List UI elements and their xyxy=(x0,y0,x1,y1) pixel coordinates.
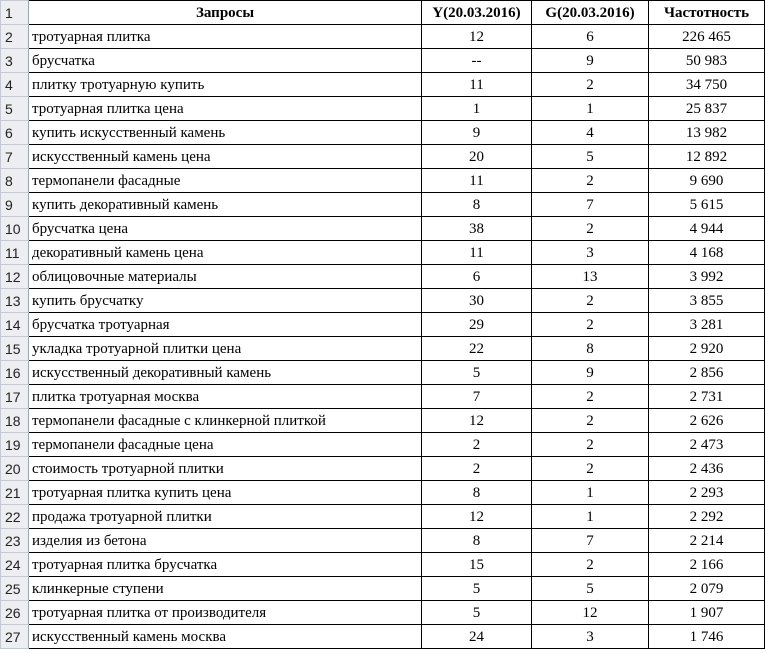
cell-query[interactable]: облицовочные материалы xyxy=(29,265,422,289)
cell-frequency[interactable]: 34 750 xyxy=(649,73,765,97)
row-number[interactable]: 23 xyxy=(1,529,29,553)
cell-g-position[interactable]: 2 xyxy=(532,553,649,577)
table-row xyxy=(1,601,765,625)
row-number[interactable]: 14 xyxy=(1,313,29,337)
table-row xyxy=(1,97,765,121)
cell-frequency[interactable]: 2 626 xyxy=(649,409,765,433)
cell-query[interactable]: укладка тротуарной плитки цена xyxy=(29,337,422,361)
table-row xyxy=(1,265,765,289)
cell-g-position[interactable]: 3 xyxy=(532,625,649,649)
cell-query[interactable]: тротуарная плитка от производителя xyxy=(29,601,422,625)
table-row xyxy=(1,25,765,49)
cell-query[interactable]: купить брусчатку xyxy=(29,289,422,313)
table-row xyxy=(1,289,765,313)
cell-y-position[interactable]: 1 xyxy=(422,97,532,121)
cell-y-position[interactable]: 8 xyxy=(422,481,532,505)
cell-g-position[interactable]: 9 xyxy=(532,361,649,385)
row-number[interactable]: 7 xyxy=(1,145,29,169)
cell-y-position[interactable]: 11 xyxy=(422,73,532,97)
cell-frequency[interactable]: 226 465 xyxy=(649,25,765,49)
cell-frequency[interactable]: 2 920 xyxy=(649,337,765,361)
row-number[interactable]: 8 xyxy=(1,169,29,193)
cell-g-position[interactable]: 4 xyxy=(532,121,649,145)
cell-y-position[interactable]: 6 xyxy=(422,265,532,289)
cell-g-position[interactable]: 2 xyxy=(532,385,649,409)
cell-query[interactable]: тротуарная плитка брусчатка xyxy=(29,553,422,577)
table-row xyxy=(1,625,765,649)
cell-frequency[interactable]: 9 690 xyxy=(649,169,765,193)
row-number[interactable]: 21 xyxy=(1,481,29,505)
cell-frequency[interactable]: 1 746 xyxy=(649,625,765,649)
cell-y-position[interactable]: 22 xyxy=(422,337,532,361)
cell-query[interactable]: клинкерные ступени xyxy=(29,577,422,601)
table-row xyxy=(1,49,765,73)
cell-y-position[interactable]: 8 xyxy=(422,529,532,553)
cell-frequency[interactable]: 3 281 xyxy=(649,313,765,337)
cell-g-position[interactable]: 2 xyxy=(532,169,649,193)
row-number[interactable]: 27 xyxy=(1,625,29,649)
cell-frequency[interactable]: 4 168 xyxy=(649,241,765,265)
table-row xyxy=(1,241,765,265)
header-g-position[interactable]: G(20.03.2016) xyxy=(532,1,649,25)
cell-query[interactable]: термопанели фасадные цена xyxy=(29,433,422,457)
cell-frequency[interactable]: 1 907 xyxy=(649,601,765,625)
cell-query[interactable]: плитку тротуарную купить xyxy=(29,73,422,97)
table-row xyxy=(1,217,765,241)
cell-g-position[interactable]: 5 xyxy=(532,577,649,601)
cell-query[interactable]: купить декоративный камень xyxy=(29,193,422,217)
cell-frequency[interactable]: 2 166 xyxy=(649,553,765,577)
cell-frequency[interactable]: 2 473 xyxy=(649,433,765,457)
row-number[interactable]: 19 xyxy=(1,433,29,457)
cell-g-position[interactable]: 1 xyxy=(532,97,649,121)
cell-frequency[interactable]: 2 436 xyxy=(649,457,765,481)
table-row xyxy=(1,481,765,505)
table-row xyxy=(1,457,765,481)
row-number[interactable]: 26 xyxy=(1,601,29,625)
row-number[interactable]: 22 xyxy=(1,505,29,529)
table-row xyxy=(1,313,765,337)
cell-g-position[interactable]: 2 xyxy=(532,217,649,241)
cell-g-position[interactable]: 1 xyxy=(532,505,649,529)
table-row xyxy=(1,385,765,409)
header-y-position[interactable]: Y(20.03.2016) xyxy=(422,1,532,25)
cell-query[interactable]: термопанели фасадные с клинкерной плиткой xyxy=(29,409,422,433)
cell-query[interactable]: изделия из бетона xyxy=(29,529,422,553)
table-row xyxy=(1,529,765,553)
row-number[interactable]: 20 xyxy=(1,457,29,481)
header-frequency[interactable]: Частотность xyxy=(649,1,765,25)
cell-g-position[interactable]: 2 xyxy=(532,73,649,97)
cell-query[interactable]: брусчатка xyxy=(29,49,422,73)
cell-y-position[interactable]: 5 xyxy=(422,601,532,625)
cell-y-position[interactable]: 15 xyxy=(422,553,532,577)
cell-y-position[interactable]: 12 xyxy=(422,409,532,433)
row-number[interactable]: 4 xyxy=(1,73,29,97)
table-row xyxy=(1,169,765,193)
cell-g-position[interactable]: 2 xyxy=(532,457,649,481)
table-row xyxy=(1,337,765,361)
table-row xyxy=(1,193,765,217)
cell-y-position[interactable]: 11 xyxy=(422,169,532,193)
table-row xyxy=(1,433,765,457)
table-row xyxy=(1,145,765,169)
row-number[interactable]: 13 xyxy=(1,289,29,313)
cell-y-position[interactable]: 5 xyxy=(422,361,532,385)
cell-frequency[interactable]: 2 856 xyxy=(649,361,765,385)
cell-g-position[interactable]: 8 xyxy=(532,337,649,361)
cell-y-position[interactable]: 12 xyxy=(422,505,532,529)
row-number[interactable]: 2 xyxy=(1,25,29,49)
cell-frequency[interactable]: 5 615 xyxy=(649,193,765,217)
cell-query[interactable]: продажа тротуарной плитки xyxy=(29,505,422,529)
cell-g-position[interactable]: 12 xyxy=(532,601,649,625)
cell-frequency[interactable]: 2 293 xyxy=(649,481,765,505)
row-number[interactable]: 15 xyxy=(1,337,29,361)
cell-frequency[interactable]: 13 982 xyxy=(649,121,765,145)
table-row xyxy=(1,409,765,433)
row-number[interactable]: 5 xyxy=(1,97,29,121)
cell-y-position[interactable]: 5 xyxy=(422,577,532,601)
cell-query[interactable]: искусственный камень цена xyxy=(29,145,422,169)
cell-y-position[interactable]: 2 xyxy=(422,433,532,457)
table-row xyxy=(1,121,765,145)
cell-frequency[interactable]: 25 837 xyxy=(649,97,765,121)
cell-y-position[interactable]: 12 xyxy=(422,25,532,49)
cell-y-position[interactable]: 2 xyxy=(422,457,532,481)
cell-query[interactable]: тротуарная плитка xyxy=(29,25,422,49)
cell-g-position[interactable]: 2 xyxy=(532,313,649,337)
table-row xyxy=(1,73,765,97)
cell-query[interactable]: термопанели фасадные xyxy=(29,169,422,193)
cell-y-position[interactable]: -- xyxy=(422,49,532,73)
cell-g-position[interactable]: 7 xyxy=(532,529,649,553)
row-number[interactable]: 17 xyxy=(1,385,29,409)
row-number[interactable]: 10 xyxy=(1,217,29,241)
row-number[interactable]: 6 xyxy=(1,121,29,145)
cell-query[interactable]: стоимость тротуарной плитки xyxy=(29,457,422,481)
cell-g-position[interactable]: 2 xyxy=(532,409,649,433)
cell-g-position[interactable]: 13 xyxy=(532,265,649,289)
cell-y-position[interactable]: 29 xyxy=(422,313,532,337)
table-row xyxy=(1,361,765,385)
cell-y-position[interactable]: 9 xyxy=(422,121,532,145)
cell-g-position[interactable]: 6 xyxy=(532,25,649,49)
row-number-header[interactable]: 1 xyxy=(1,1,29,25)
cell-g-position[interactable]: 2 xyxy=(532,433,649,457)
cell-query[interactable]: купить искусственный камень xyxy=(29,121,422,145)
cell-g-position[interactable]: 9 xyxy=(532,49,649,73)
row-number[interactable]: 9 xyxy=(1,193,29,217)
cell-query[interactable]: брусчатка цена xyxy=(29,217,422,241)
header-row xyxy=(1,1,765,25)
cell-y-position[interactable]: 8 xyxy=(422,193,532,217)
cell-frequency[interactable]: 12 892 xyxy=(649,145,765,169)
row-number[interactable]: 24 xyxy=(1,553,29,577)
cell-query[interactable]: брусчатка тротуарная xyxy=(29,313,422,337)
cell-frequency[interactable]: 4 944 xyxy=(649,217,765,241)
cell-query[interactable]: тротуарная плитка цена xyxy=(29,97,422,121)
spreadsheet-body xyxy=(1,1,765,649)
cell-g-position[interactable]: 2 xyxy=(532,289,649,313)
row-number[interactable]: 12 xyxy=(1,265,29,289)
cell-frequency[interactable]: 2 731 xyxy=(649,385,765,409)
table-row xyxy=(1,577,765,601)
cell-query[interactable]: декоративный камень цена xyxy=(29,241,422,265)
cell-query[interactable]: искусственный камень москва xyxy=(29,625,422,649)
cell-y-position[interactable]: 7 xyxy=(422,385,532,409)
cell-g-position[interactable]: 3 xyxy=(532,241,649,265)
row-number[interactable]: 25 xyxy=(1,577,29,601)
row-number[interactable]: 16 xyxy=(1,361,29,385)
cell-g-position[interactable]: 7 xyxy=(532,193,649,217)
cell-y-position[interactable]: 11 xyxy=(422,241,532,265)
cell-query[interactable]: плитка тротуарная москва xyxy=(29,385,422,409)
cell-frequency[interactable]: 2 214 xyxy=(649,529,765,553)
table-row xyxy=(1,553,765,577)
cell-y-position[interactable]: 30 xyxy=(422,289,532,313)
table-row xyxy=(1,505,765,529)
row-number[interactable]: 18 xyxy=(1,409,29,433)
header-query[interactable]: Запросы xyxy=(29,1,422,25)
cell-y-position[interactable]: 38 xyxy=(422,217,532,241)
cell-frequency[interactable]: 50 983 xyxy=(649,49,765,73)
cell-frequency[interactable]: 2 079 xyxy=(649,577,765,601)
cell-frequency[interactable]: 3 992 xyxy=(649,265,765,289)
cell-query[interactable]: тротуарная плитка купить цена xyxy=(29,481,422,505)
row-number[interactable]: 11 xyxy=(1,241,29,265)
cell-query[interactable]: искусственный декоративный камень xyxy=(29,361,422,385)
cell-g-position[interactable]: 5 xyxy=(532,145,649,169)
cell-y-position[interactable]: 20 xyxy=(422,145,532,169)
cell-frequency[interactable]: 2 292 xyxy=(649,505,765,529)
row-number[interactable]: 3 xyxy=(1,49,29,73)
cell-g-position[interactable]: 1 xyxy=(532,481,649,505)
cell-frequency[interactable]: 3 855 xyxy=(649,289,765,313)
cell-y-position[interactable]: 24 xyxy=(422,625,532,649)
